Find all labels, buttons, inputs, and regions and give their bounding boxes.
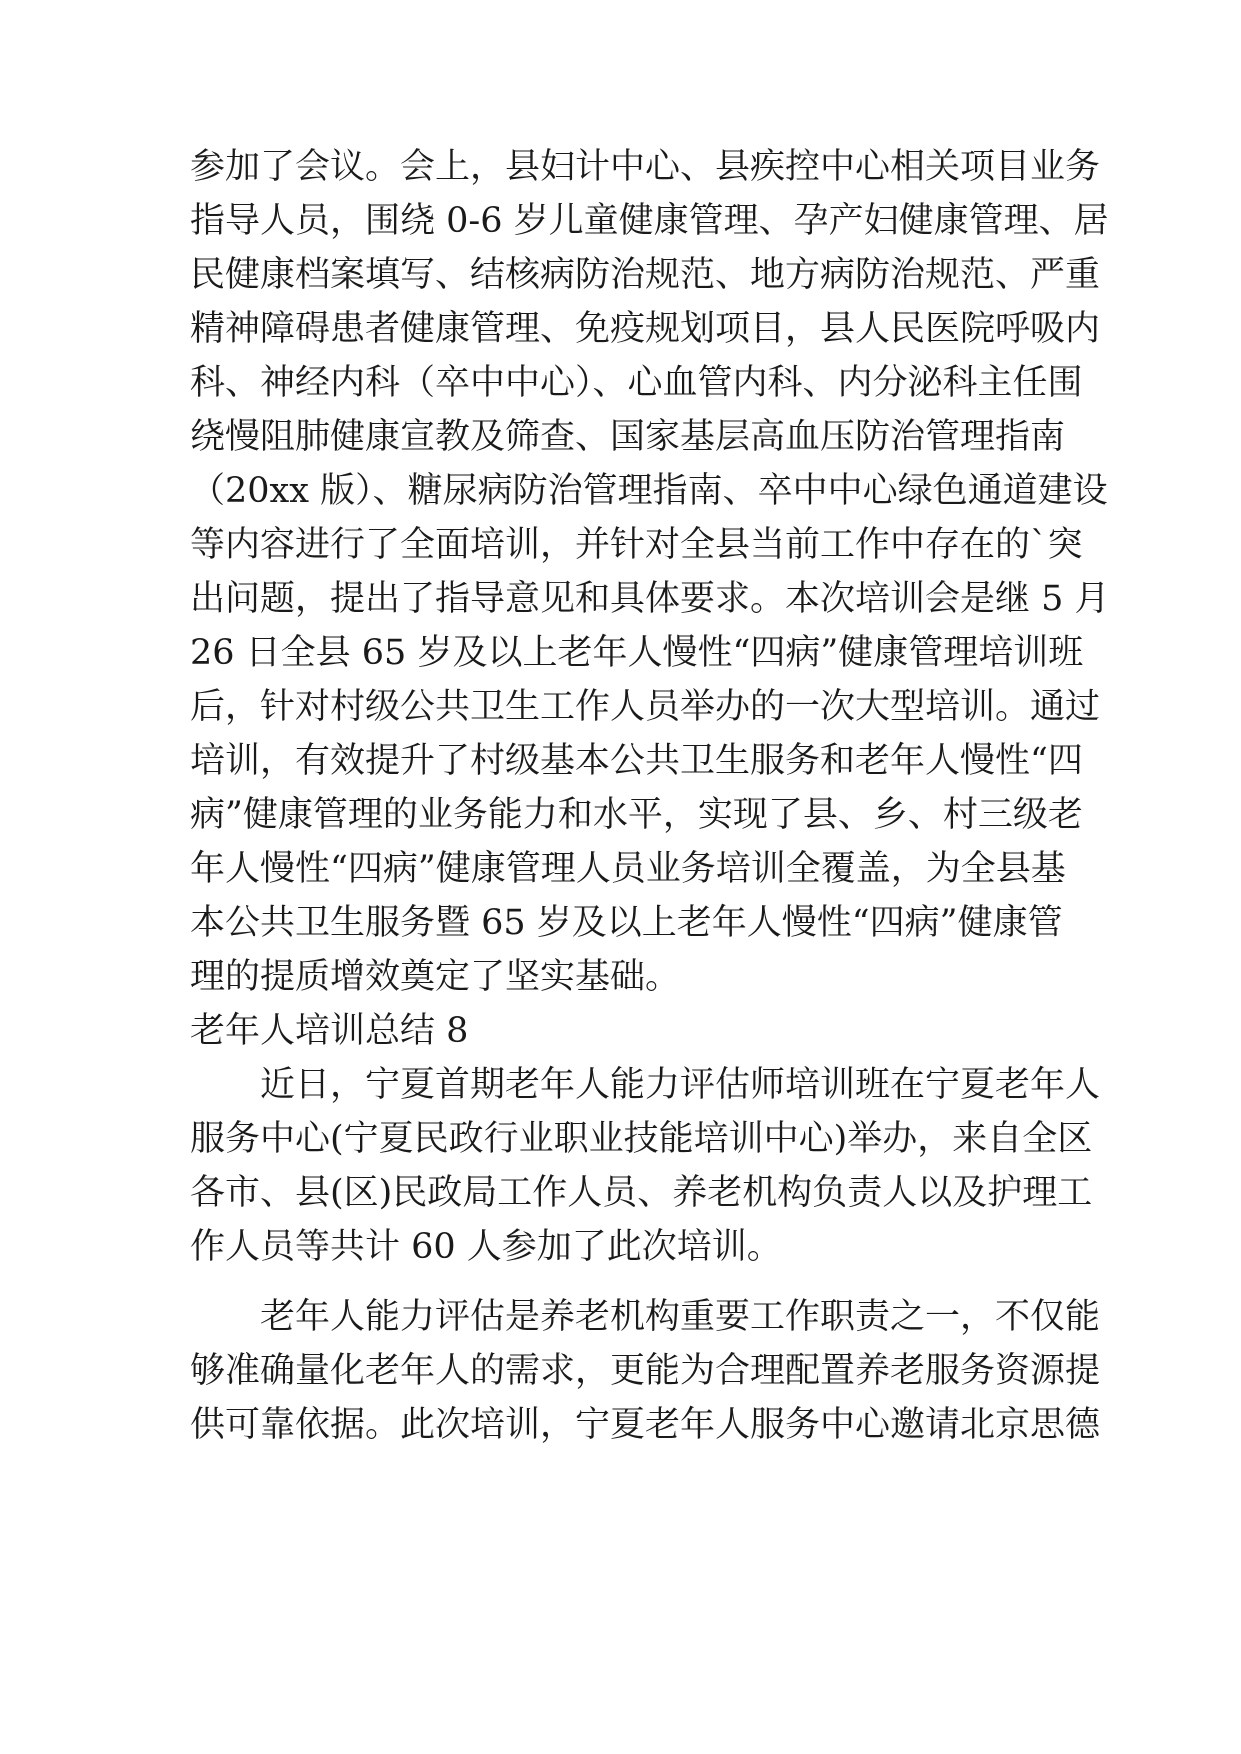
paragraph-2-line-2: 服务中心(宁夏民政行业职业技能培训中心)举办，来自全区: [190, 1119, 1093, 1159]
paragraph-1-line-4: 精神障碍患者健康管理、免疫规划项目，县人民医院呼吸内: [190, 309, 1101, 349]
paragraph-1-line-16: 理的提质增效奠定了坚实基础。: [190, 957, 681, 997]
paragraph-2-line-4: 作人员等共计 60 人参加了此次培训。: [190, 1227, 782, 1267]
paragraph-3-line-2: 够准确量化老年人的需求，更能为合理配置养老服务资源提: [190, 1351, 1101, 1391]
paragraph-1-line-10: 26 日全县 65 岁及以上老年人慢性“四病”健康管理培训班: [190, 633, 1084, 673]
paragraph-1-line-12: 培训，有效提升了村级基本公共卫生服务和老年人慢性“四: [190, 741, 1083, 781]
paragraph-1-line-2: 指导人员，围绕 0-6 岁儿童健康管理、孕产妇健康管理、居: [190, 201, 1109, 241]
paragraph-1-line-7: （20xx 版）、糖尿病防治管理指南、卒中中心绿色通道建设: [190, 471, 1108, 511]
paragraph-1-line-6: 绕慢阻肺健康宣教及筛查、国家基层高血压防治管理指南: [190, 417, 1066, 457]
paragraph-2-line-1: 近日，宁夏首期老年人能力评估师培训班在宁夏老年人: [260, 1065, 1101, 1105]
paragraph-1-line-3: 民健康档案填写、结核病防治规范、地方病防治规范、严重: [190, 255, 1101, 295]
paragraph-2-line-3: 各市、县(区)民政局工作人员、养老机构负责人以及护理工: [190, 1173, 1093, 1213]
paragraph-1-line-5: 科、神经内科（卒中中心）、心血管内科、内分泌科主任围: [190, 363, 1083, 403]
section-heading: 老年人培训总结 8: [190, 1011, 469, 1051]
paragraph-3-line-1: 老年人能力评估是养老机构重要工作职责之一，不仅能: [260, 1297, 1101, 1337]
paragraph-1-line-14: 年人慢性“四病”健康管理人员业务培训全覆盖，为全县基: [190, 849, 1066, 889]
paragraph-3-line-3: 供可靠依据。此次培训，宁夏老年人服务中心邀请北京思德: [190, 1405, 1101, 1445]
paragraph-1-line-9: 出问题，提出了指导意见和具体要求。本次培训会是继 5 月: [190, 579, 1110, 619]
paragraph-1-line-11: 后，针对村级公共卫生工作人员举办的一次大型培训。通过: [190, 687, 1101, 727]
paragraph-1-line-8: 等内容进行了全面培训，并针对全县当前工作中存在的`突: [190, 525, 1083, 565]
paragraph-1-line-13: 病”健康管理的业务能力和水平，实现了县、乡、村三级老: [190, 795, 1083, 835]
paragraph-1-line-15: 本公共卫生服务暨 65 岁及以上老年人慢性“四病”健康管: [190, 903, 1063, 943]
paragraph-1-line-1: 参加了会议。会上，县妇计中心、县疾控中心相关项目业务: [190, 147, 1101, 187]
